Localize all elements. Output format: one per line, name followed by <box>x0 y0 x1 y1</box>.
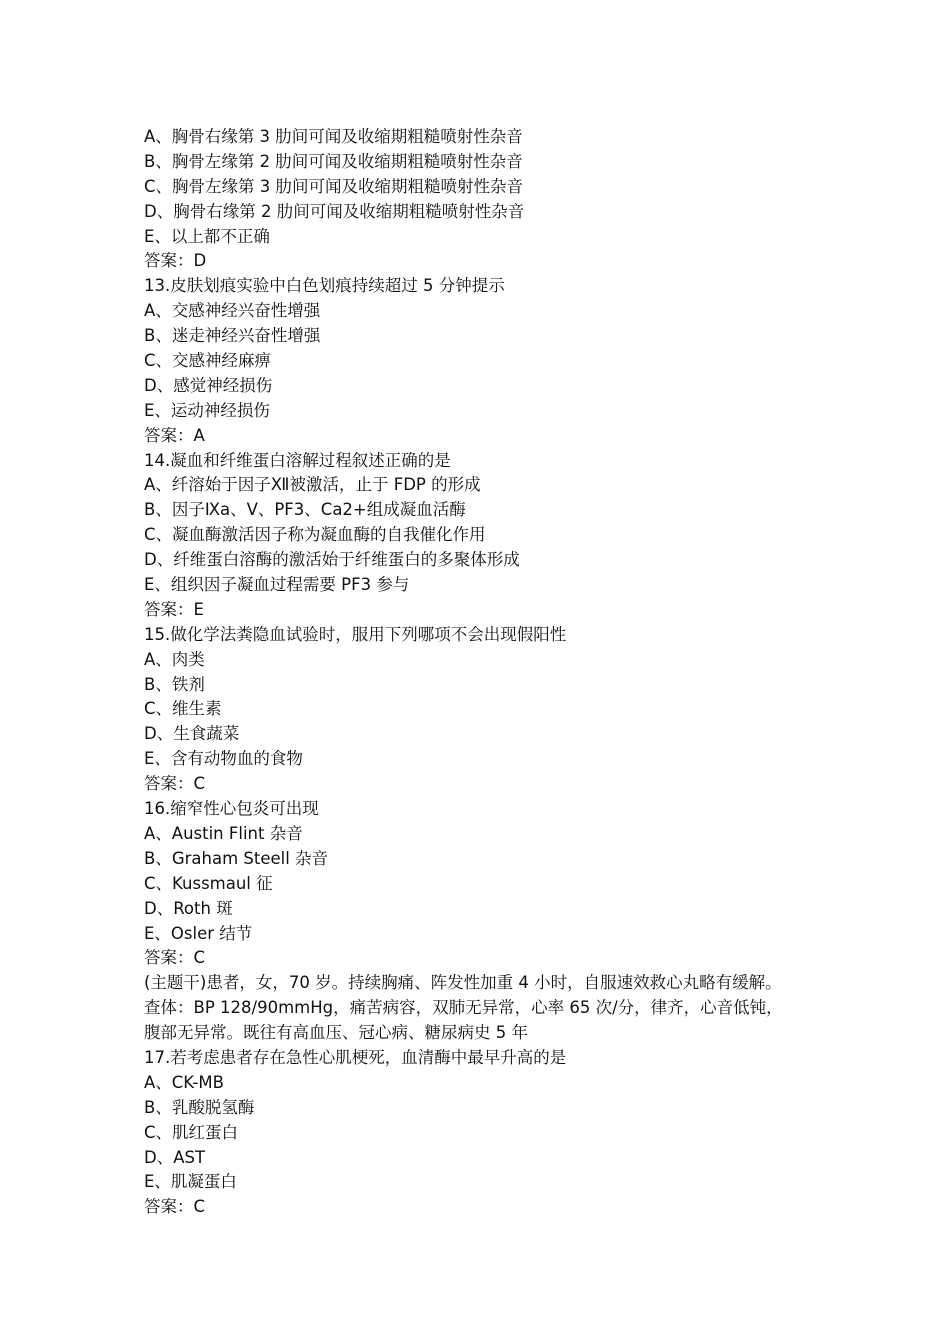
option-c-q17: C、肌红蛋白 <box>144 1122 239 1142</box>
option-d-q14: D、纤维蛋白溶酶的激活始于纤维蛋白的多聚体形成 <box>144 550 520 570</box>
option-a-q14: A、纤溶始于因子Ⅻ被激活，止于 FDP 的形成 <box>144 475 481 495</box>
case-stem-line-2: 查体：BP 128/90mmHg，痛苦病容，双肺无异常，心率 65 次/分，律齐，心音低钝， <box>144 998 783 1018</box>
answer-q15: 答案：C <box>144 774 206 794</box>
option-b-q16: B、Graham Steell 杂音 <box>144 848 329 868</box>
option-a-q16: A、Austin Flint 杂音 <box>144 823 303 843</box>
case-stem-line-3: 腹部无异常。既往有高血压、冠心病、糖尿病史 5 年 <box>144 1023 528 1043</box>
option-a-q13: A、交感神经兴奋性增强 <box>144 301 321 321</box>
option-e-q17: E、肌凝蛋白 <box>144 1172 237 1192</box>
option-e-q12: E、以上都不正确 <box>144 226 270 246</box>
case-stem-line-1: (主题干)患者，女，70 岁。持续胸痛、阵发性加重 4 小时，自服速效救心丸略有缓解。 <box>144 973 782 993</box>
option-e-q14: E、组织因子凝血过程需要 PF3 参与 <box>144 575 410 595</box>
option-e-q16: E、Osler 结节 <box>144 923 253 943</box>
document-body <box>144 125 834 1220</box>
option-c-q13: C、交感神经麻痹 <box>144 351 272 371</box>
answer-q12: 答案：D <box>144 251 207 271</box>
option-b-q17: B、乳酸脱氢酶 <box>144 1097 255 1117</box>
option-a-q17: A、CK-MB <box>144 1072 224 1092</box>
option-e-q15: E、含有动物血的食物 <box>144 749 303 769</box>
option-b-q12: B、胸骨左缘第 2 肋间可闻及收缩期粗糙喷射性杂音 <box>144 151 523 171</box>
option-d-q12: D、胸骨右缘第 2 肋间可闻及收缩期粗糙喷射性杂音 <box>144 201 525 221</box>
answer-q16: 答案：C <box>144 948 206 968</box>
question-15: 15.做化学法粪隐血试验时，服用下列哪项不会出现假阳性 <box>144 624 567 644</box>
option-c-q15: C、维生素 <box>144 699 222 719</box>
option-b-q15: B、铁剂 <box>144 674 205 694</box>
option-d-q17: D、AST <box>144 1147 206 1167</box>
option-b-q14: B、因子Ⅸa、Ⅴ、PF3、Ca2+组成凝血活酶 <box>144 500 466 520</box>
question-13: 13.皮肤划痕实验中白色划痕持续超过 5 分钟提示 <box>144 276 505 296</box>
question-17: 17.若考虑患者存在急性心肌梗死，血清酶中最早升高的是 <box>144 1047 567 1067</box>
option-c-q12: C、胸骨左缘第 3 肋间可闻及收缩期粗糙喷射性杂音 <box>144 176 524 196</box>
option-c-q16: C、Kussmaul 征 <box>144 873 273 893</box>
option-a-q12: A、胸骨右缘第 3 肋间可闻及收缩期粗糙喷射性杂音 <box>144 127 523 146</box>
option-e-q13: E、运动神经损伤 <box>144 400 270 420</box>
option-d-q16: D、Roth 斑 <box>144 898 233 918</box>
option-a-q15: A、肉类 <box>144 649 205 669</box>
option-d-q15: D、生食蔬菜 <box>144 724 240 744</box>
question-14: 14.凝血和纤维蛋白溶解过程叙述正确的是 <box>144 450 451 470</box>
option-b-q13: B、迷走神经兴奋性增强 <box>144 326 321 346</box>
option-d-q13: D、感觉神经损伤 <box>144 375 273 395</box>
question-16: 16.缩窄性心包炎可出现 <box>144 799 319 819</box>
answer-q14: 答案：E <box>144 599 204 619</box>
answer-q17: 答案：C <box>144 1197 206 1217</box>
option-c-q14: C、凝血酶激活因子称为凝血酶的自我催化作用 <box>144 525 486 545</box>
answer-q13: 答案：A <box>144 425 205 445</box>
